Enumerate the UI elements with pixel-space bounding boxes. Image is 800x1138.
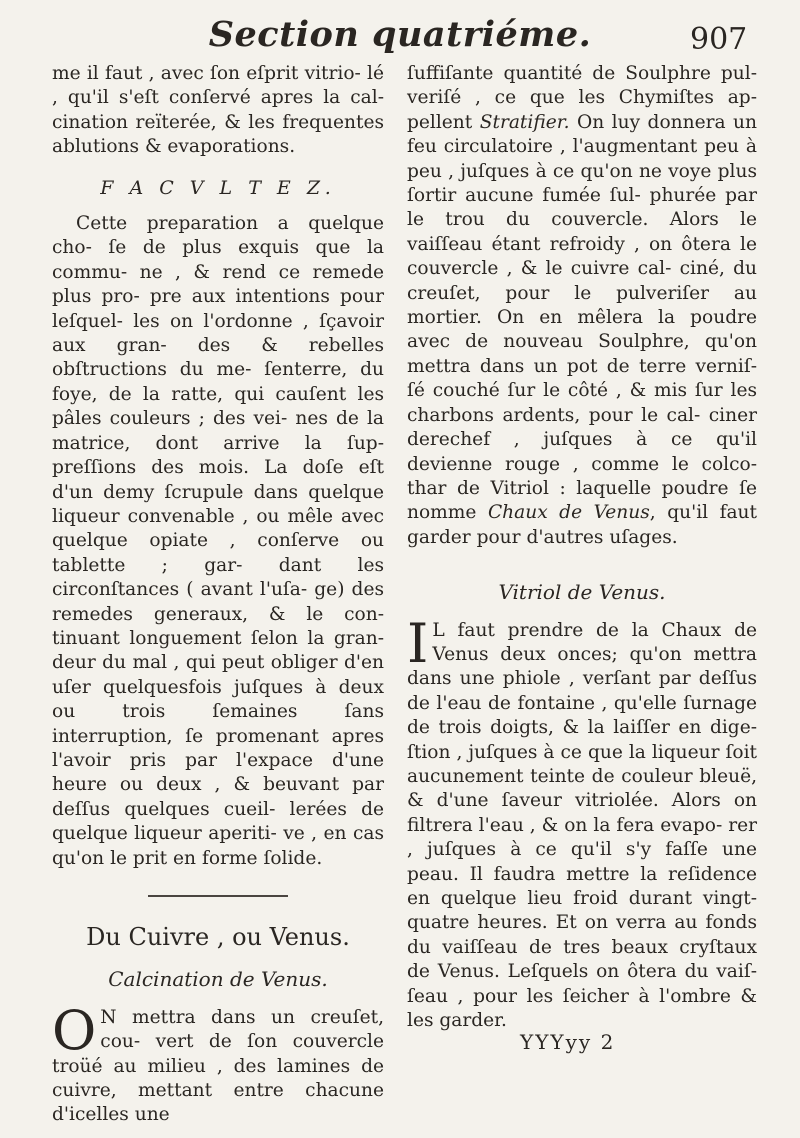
section-divider: [148, 895, 288, 897]
term-stratifier: Stratifier.: [479, 111, 570, 133]
paragraph-continuation-right: [407, 62, 757, 550]
paragraph-continuation: me il faut , avec ſon eſprit vitrio- lé , qu'il s'eſt conſervé apres la cal- cination reïterée, & les frequentes ablutions & evaporations.: [52, 63, 384, 158]
paragraph-facultez: Cette preparation a quelque cho- ſe de plus exquis que la commu- ne , & rend ce remede plus pro- pre aux intentions pour leſquel- les on l'ordonne , ſçavoir aux gran- des & rebelles obſtructions du me- ſenterre, du foye, de la ratte, qui cauſent les pâles couleurs ; des vei- nes de la matrice, dont arrive la ſup- preſſions des mois. La doſe eſt d'un demy ſcrupule dans quelque liqueur convenable , ou mêle avec quelque opiate , conſerve ou tablette ; gar- dant les circonſtances ( avant l'uſa- ge) des remedes generaux, & le con- tinuant longuement ſelon la gran- deur du mal , qui peut obliger d'en uſer quelquesfois juſques à deux ou trois ſemaines ſans interruption, ſe promenant apres l'avoir pris par l'expace d'une heure ou deux , & beuvant par deſſus quelques cueil- lerées de quelque liqueur aperiti- ve , en cas qu'on le prit en forme ſolide.: [52, 213, 384, 869]
text-run: ſuffiſante quantité de Soulphre pul- veriſé , ce que les Chymiſtes ap- pellent: [407, 63, 757, 133]
calcination-heading: Calcination de Venus.: [108, 967, 328, 992]
running-head: Section quatriéme.: [208, 14, 592, 55]
paragraph-calcination: [52, 998, 384, 1128]
paragraph-calcination-text: N mettra dans un creuſet, cou- vert de ſon couvercle troüé au milieu , des lamines de cuivre, mettant entre chacune d'icelles une: [52, 1006, 384, 1126]
text-run: , qu'il faut garder pour d'autres uſages.: [407, 502, 757, 548]
term-chaux: Chaux de Venus: [487, 502, 650, 524]
signature-mark: YYYyy 2: [520, 1030, 616, 1054]
text-run: On luy donnera un feu circulatoire , l'augmentant peu à peu , juſques à ce qu'on ne voye plus ſortir aucune fumée ſul- phurée par le trou du couvercle. Alors le vaiſſeau étant refroidy , on ôtera le couvercle , & le cuivre cal- ciné, du creuſet, pour le pulveriſer au mortier. On en mêlera la poudre avec de nouveau Soulphre, qu'on mettra dans un pot de terre verniſ- ſé couché ſur le côté , & mis ſur les charbons ardents, pour le cal- ciner derechef , juſques à ce qu'il devienne rouge , comme le colco- thar de Vitriol : laquelle poudre ſe nomme: [407, 111, 757, 524]
page-number: 907: [690, 22, 748, 57]
paragraph-vitriol: [407, 611, 757, 1034]
drop-cap: I: [407, 611, 429, 675]
drop-cap: O: [52, 998, 97, 1062]
vitriol-heading: Vitriol de Venus.: [498, 580, 666, 605]
facultez-heading: F A C V L T E Z.: [100, 176, 336, 199]
paragraph-vitriol-text: L faut prendre de la Chaux de Venus deux onces; qu'on mettra dans une phiole , verſant par deſſus de l'eau de fontaine , qu'elle ſurnage de trois doigts, & la laiſſer en dige- ſtion , juſques à ce que la liqueur ſoit aucunement teinte de couleur bleuë, & d'une ſaveur vitriolée. Alors on filtrera l'eau , & on la fera evapo- rer , juſques à ce qu'il s'y faſſe une peau. Il faudra mettre la reſidence en quelque lieu froid durant vingt- quatre heures. Et on verra au fonds du vaiſſeau de tres beaux cryſtaux de Venus. Leſquels on ôtera du vaiſ- ſeau , pour les ſeicher à l'ombre & les garder.: [407, 619, 757, 1032]
right-column: [407, 62, 757, 1033]
section-heading: Du Cuivre , ou Venus.: [86, 923, 350, 951]
left-column: [52, 62, 384, 1128]
